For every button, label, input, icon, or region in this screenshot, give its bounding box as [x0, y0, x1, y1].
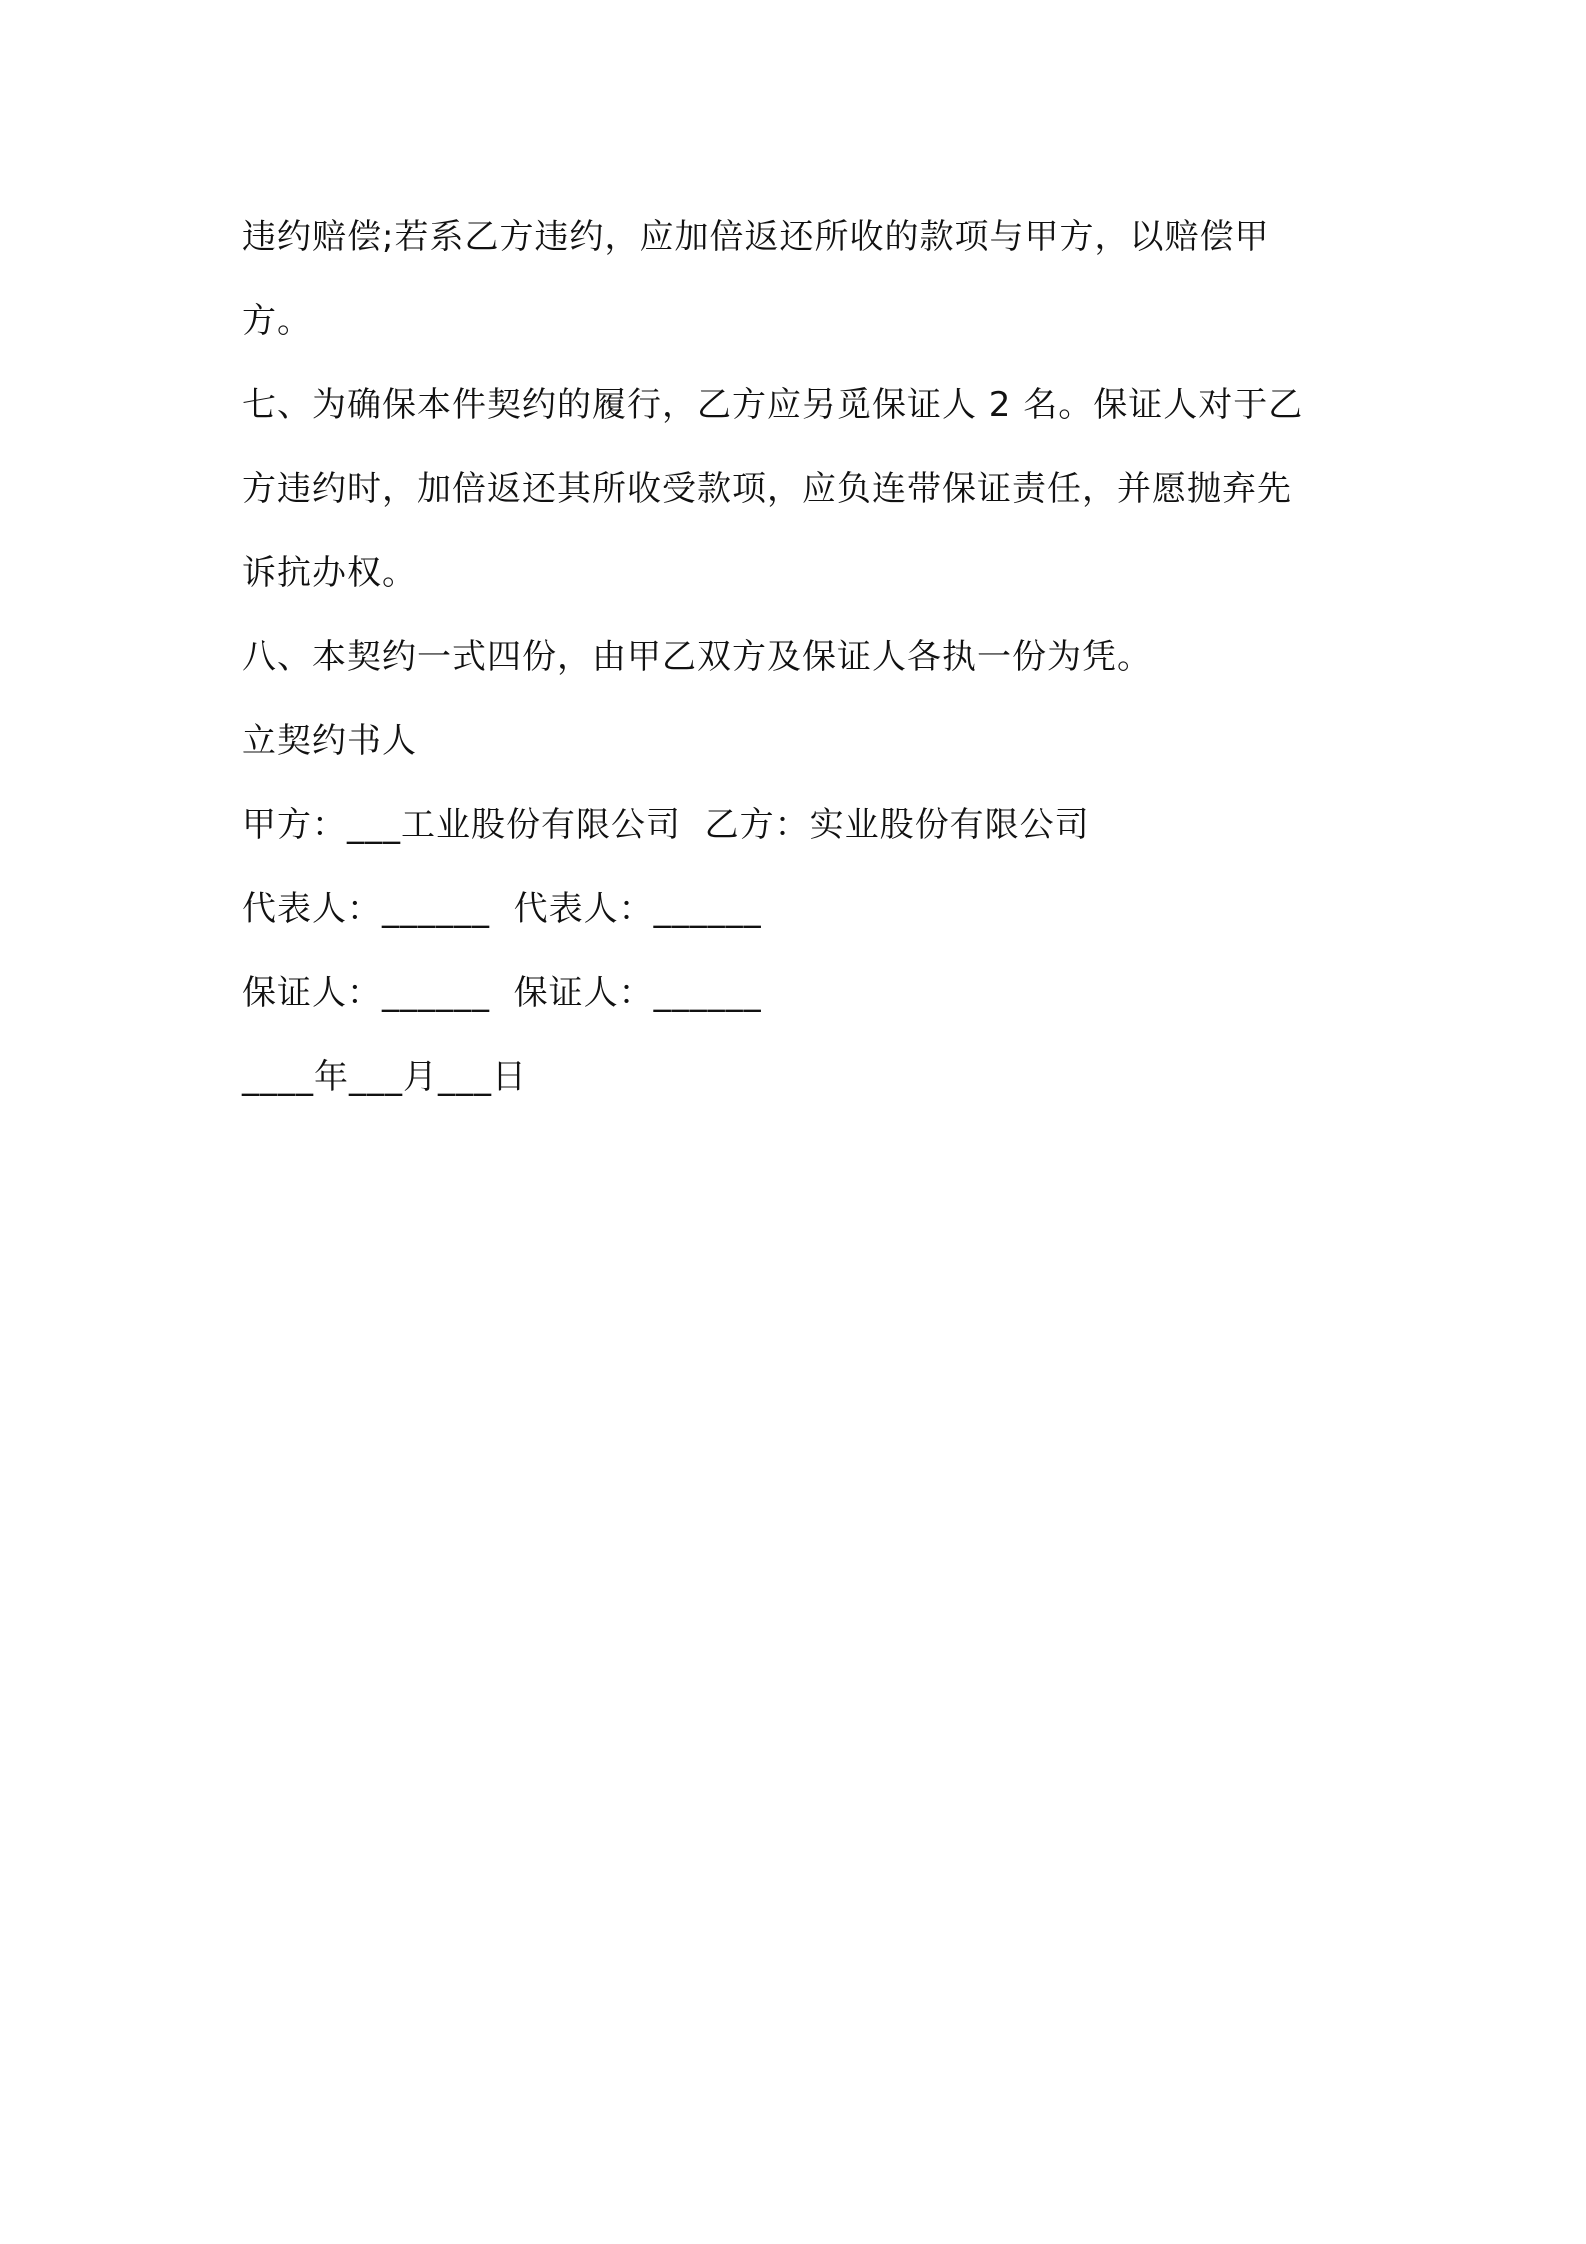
clause-7-line-1: 七、为确保本件契约的履行，乙方应另觅保证人 2 名。保证人对于乙	[242, 385, 1304, 425]
clause-8: 八、本契约一式四份，由甲乙双方及保证人各执一份为凭。	[242, 637, 1152, 677]
clause-6-continuation-line-2: 方。	[242, 301, 312, 341]
date-line: ____年___月___日	[242, 1057, 527, 1097]
clause-7-line-3: 诉抗办权。	[242, 553, 417, 593]
clause-6-continuation-line-1: 违约赔偿;若系乙方违约，应加倍返还所收的款项与甲方，以赔偿甲	[242, 217, 1270, 257]
document-body	[242, 195, 1362, 1119]
parties-line: 甲方：___工业股份有限公司 乙方：实业股份有限公司	[242, 805, 1090, 845]
signatories-heading: 立契约书人	[242, 721, 417, 761]
guarantors-line: 保证人：______ 保证人：______	[242, 973, 762, 1013]
clause-7-line-2: 方违约时，加倍返还其所收受款项，应负连带保证责任，并愿抛弃先	[242, 469, 1292, 509]
representatives-line: 代表人：______ 代表人：______	[242, 889, 762, 929]
